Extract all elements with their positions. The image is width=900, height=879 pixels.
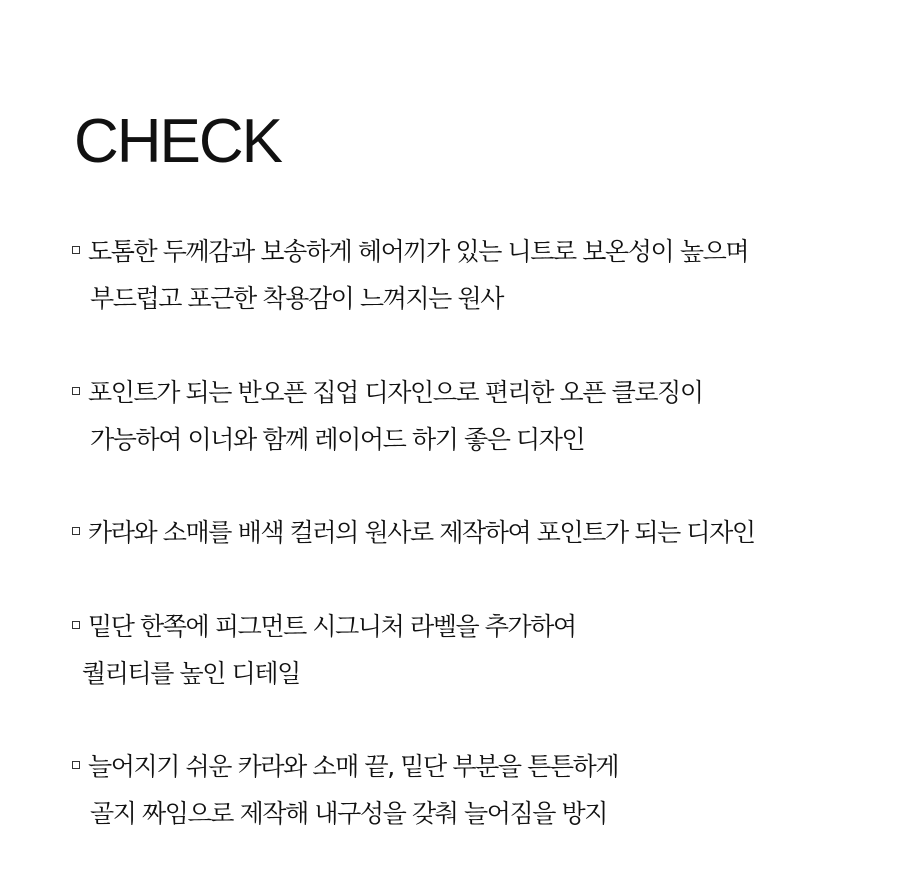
- square-bullet-icon: [72, 621, 80, 629]
- square-bullet-icon: [72, 761, 80, 769]
- section-title: CHECK: [74, 107, 282, 176]
- check-item-line-1: 밑단 한쪽에 피그먼트 시그니처 라벨을 추가하여: [88, 612, 576, 641]
- check-item-line-2: 가능하여 이너와 함께 레이어드 하기 좋은 디자인: [90, 425, 585, 454]
- square-bullet-icon: [72, 387, 80, 395]
- check-item-line-1: 포인트가 되는 반오픈 집업 디자인으로 편리한 오픈 클로징이: [88, 378, 703, 407]
- check-item: [72, 743, 618, 837]
- check-item-line-1: 카라와 소매를 배색 컬러의 원사로 제작하여 포인트가 되는 디자인: [88, 518, 755, 547]
- check-item-line-2: 부드럽고 포근한 착용감이 느껴지는 원사: [90, 284, 503, 313]
- check-item-line-1: 도톰한 두께감과 보송하게 헤어끼가 있는 니트로 보온성이 높으며: [88, 237, 749, 266]
- check-item: [72, 228, 748, 322]
- square-bullet-icon: [72, 527, 80, 535]
- check-item-line-2: 퀄리티를 높인 디테일: [82, 659, 300, 688]
- square-bullet-icon: [72, 246, 80, 254]
- check-item: [72, 509, 755, 556]
- check-item-line-1: 늘어지기 쉬운 카라와 소매 끝, 밑단 부분을 튼튼하게: [88, 752, 619, 781]
- check-item: [72, 603, 576, 697]
- check-item: [72, 369, 703, 463]
- check-item-line-2: 골지 짜임으로 제작해 내구성을 갖춰 늘어짐을 방지: [90, 799, 608, 828]
